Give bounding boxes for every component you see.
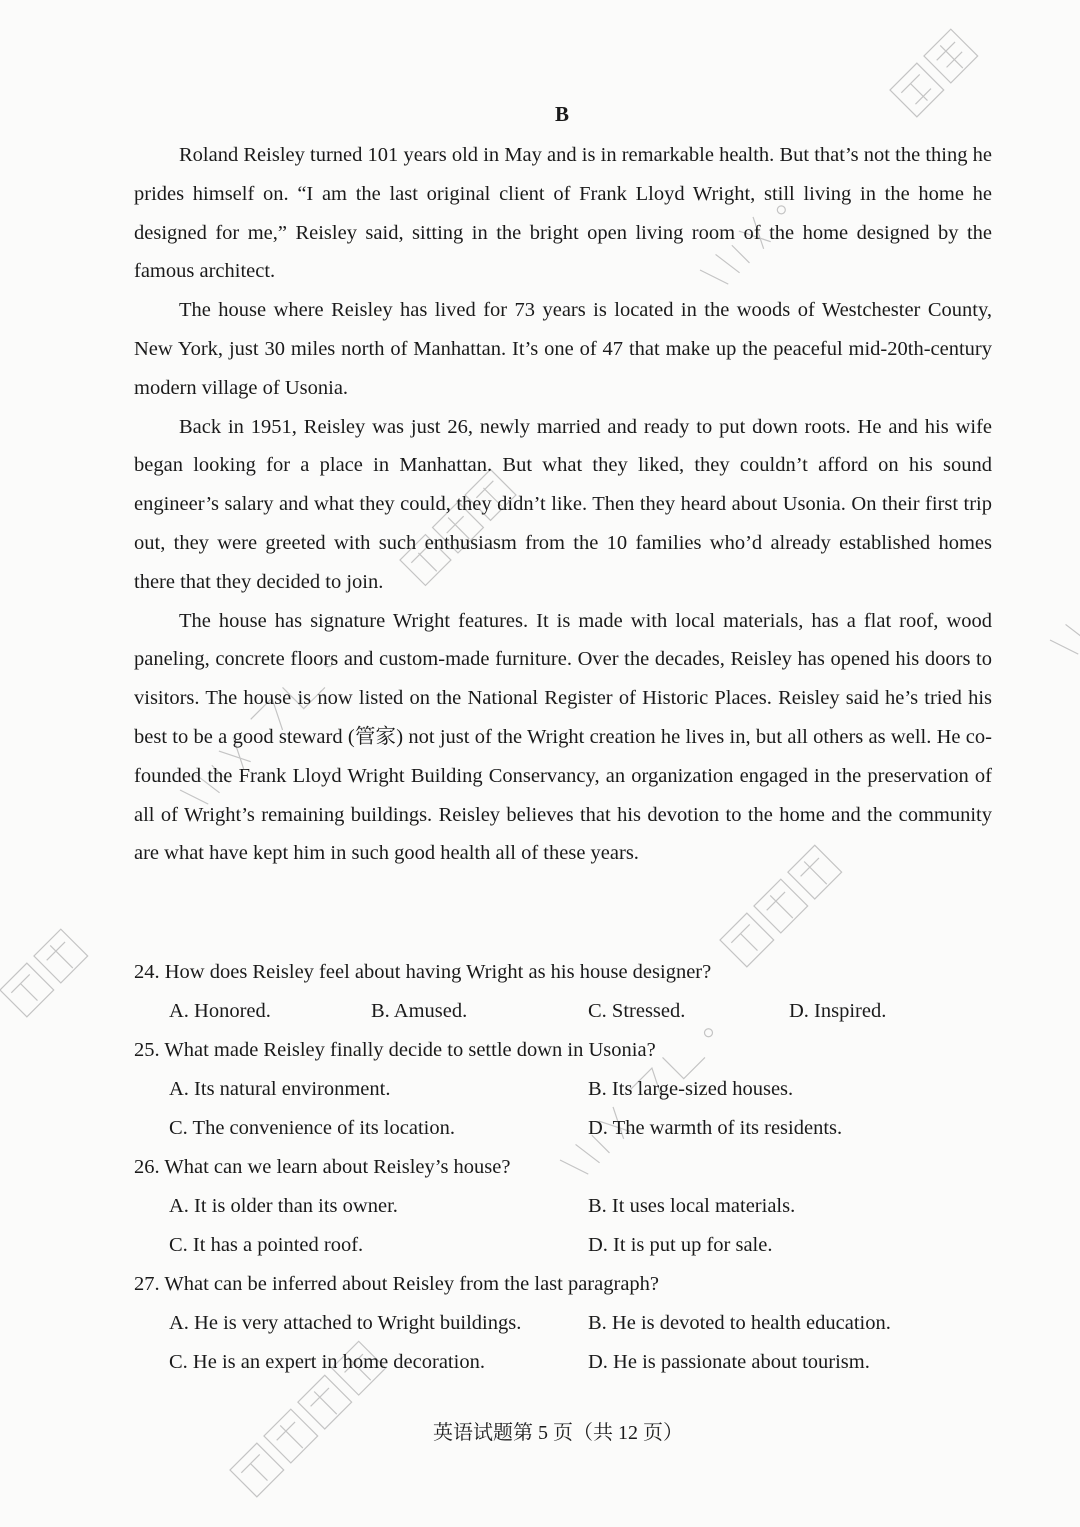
question-stem: 24. How does Reisley feel about having Wright as his house designer?: [134, 961, 712, 983]
question-27: [134, 1265, 994, 1382]
question-26: [134, 1148, 994, 1265]
option-a: A. He is very attached to Wright buildings.: [169, 1312, 522, 1334]
watermark-mark: [1050, 622, 1080, 662]
passage-paragraph-2: The house where Reisley has lived for 73 years is located in the woods of Westchester County, New York, just 30 miles north of Manhattan. It’s one of 47 that make up the peaceful mid-20th-century modern village of Usonia.: [134, 299, 992, 399]
option-b: B. He is devoted to health education.: [588, 1312, 891, 1334]
watermark-mark: [0, 929, 88, 1017]
option-b: B. It uses local materials.: [588, 1195, 796, 1217]
option-d: D. Inspired.: [789, 1000, 887, 1022]
passage-paragraph-4: The house has signature Wright features. It is made with local materials, has a flat roof, wood paneling, concrete floors and custom-made furniture. Over the decades, Reisley has opened his doors to visitors. The house is now listed on the National Register of Historic Places. Reisley said he’s tried his best to be a good steward (管家) not just of the Wright creation he lives in, but all others as well. He co-founded the Frank Lloyd Wright Building Conservancy, an organization engaged in the preservation of all of Wright’s remaining buildings. Reisley believes that his devotion to the home and the community are what have kept him in such good health all of these years.: [134, 609, 992, 865]
option-b: B. Amused.: [371, 1000, 468, 1022]
question-stem: 27. What can be inferred about Reisley from the last paragraph?: [134, 1273, 660, 1295]
question-24: [134, 953, 994, 1031]
passage-paragraph-1: Roland Reisley turned 101 years old in May and is in remarkable health. But that’s not the thing he prides himself on. “I am the last original client of Frank Lloyd Wright, still living in the home he designed for me,” Reisley said, sitting in the bright open living room of the home designed by the famous architect.: [134, 144, 992, 283]
question-25: [134, 1031, 994, 1148]
option-c: C. He is an expert in home decoration.: [169, 1351, 485, 1373]
option-a: A. It is older than its owner.: [169, 1195, 398, 1217]
option-d: D. It is put up for sale.: [588, 1234, 773, 1256]
option-c: C. It has a pointed roof.: [169, 1234, 364, 1256]
question-stem: 25. What made Reisley finally decide to settle down in Usonia?: [134, 1039, 656, 1061]
option-a: A. Honored.: [169, 1000, 271, 1022]
option-a: A. Its natural environment.: [169, 1078, 391, 1100]
option-d: D. The warmth of its residents.: [588, 1117, 843, 1139]
option-c: C. The convenience of its location.: [169, 1117, 455, 1139]
option-c: C. Stressed.: [588, 1000, 686, 1022]
question-stem: 26. What can we learn about Reisley’s house?: [134, 1156, 511, 1178]
passage-paragraph-3: Back in 1951, Reisley was just 26, newly married and ready to put down roots. He and his wife began looking for a place in Manhattan. But what they liked, they couldn’t afford on his sound engineer’s salary and what they could, they didn’t like. Then they heard about Usonia. On their first trip out, they were greeted with such enthusiasm from the 10 families who’d already established homes there that they decided to join.: [134, 415, 992, 593]
reading-passage: [134, 136, 992, 873]
option-d: D. He is passionate about tourism.: [588, 1351, 870, 1373]
option-b: B. Its large-sized houses.: [588, 1078, 794, 1100]
section-label: B: [554, 102, 569, 126]
question-list: [134, 953, 994, 1382]
page-footer: 英语试题第 5 页（共 12 页）: [433, 1422, 683, 1444]
